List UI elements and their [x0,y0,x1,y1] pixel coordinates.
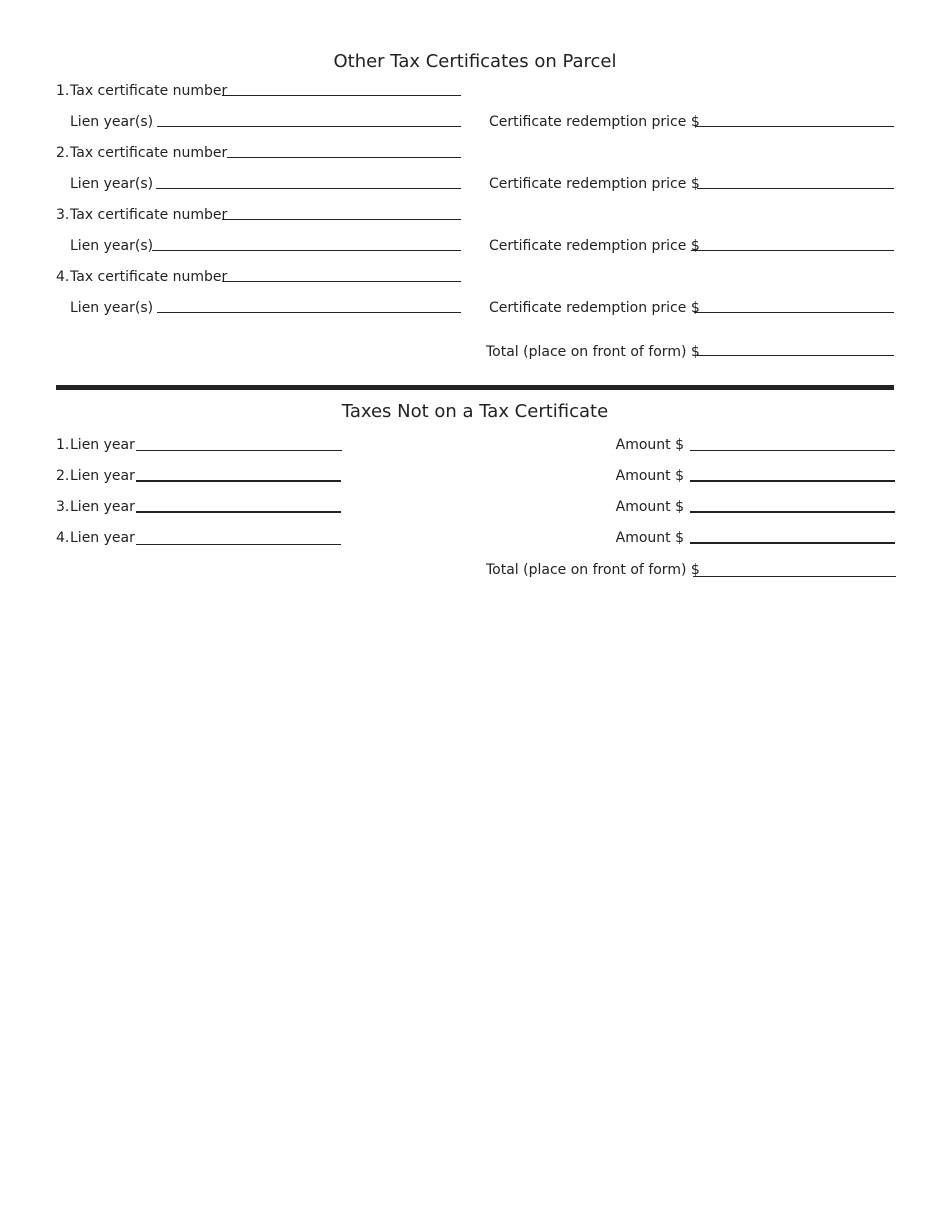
cert-1-number-field[interactable] [222,95,461,96]
cert-2-price-label: Certificate redemption price $ [489,176,700,192]
cert-2-number: 2. [56,145,70,161]
cert-2-lien-field[interactable] [156,188,461,189]
lien-1-amount-label: Amount $ [615,437,684,453]
section1-total-label: Total (place on front of form) $ [486,344,700,360]
section2-total-label: Total (place on front of form) $ [486,562,700,578]
lien-4-number: 4. [56,530,70,546]
cert-1-price-field[interactable] [695,126,894,127]
lien-3-amount-field[interactable] [690,511,895,513]
lien-2-number: 2. [56,468,70,484]
cert-1-number: 1. [56,83,70,99]
lien-2-year-field[interactable] [136,480,341,482]
cert-1-price-label: Certificate redemption price $ [489,114,700,130]
lien-1-number: 1. [56,437,70,453]
section2-total-field[interactable] [693,576,896,577]
lien-3-number: 3. [56,499,70,515]
cert-3-number-field[interactable] [222,219,461,220]
lien-4-label: Lien year [70,530,135,546]
cert-4-lien-label: Lien year(s) [70,300,154,316]
cert-4-number-field[interactable] [222,281,461,282]
cert-4-number: 4. [56,269,70,285]
lien-2-label: Lien year [70,468,135,484]
cert-2-label: Tax certificate number [70,145,228,161]
lien-4-amount-label: Amount $ [615,530,684,546]
cert-3-price-field[interactable] [691,250,894,251]
lien-2-amount-field[interactable] [690,480,895,482]
cert-2-number-field[interactable] [227,157,461,158]
cert-2-price-field[interactable] [697,188,894,189]
cert-4-lien-field[interactable] [157,312,461,313]
cert-1-label: Tax certificate number [70,83,228,99]
cert-4-price-label: Certificate redemption price $ [489,300,700,316]
section-title-taxes-not-on-certificate: Taxes Not on a Tax Certificate [341,401,609,422]
lien-2-amount-label: Amount $ [615,468,684,484]
cert-3-lien-field[interactable] [152,250,461,251]
lien-4-year-field[interactable] [136,544,341,545]
cert-3-lien-label: Lien year(s) [70,238,154,254]
cert-2-lien-label: Lien year(s) [70,176,154,192]
lien-3-label: Lien year [70,499,135,515]
cert-3-label: Tax certificate number [70,207,228,223]
lien-1-year-field[interactable] [136,450,342,451]
section1-total-field[interactable] [697,355,894,356]
cert-4-price-field[interactable] [694,312,894,313]
cert-1-lien-field[interactable] [157,126,461,127]
cert-3-number: 3. [56,207,70,223]
lien-1-amount-field[interactable] [690,450,895,451]
cert-4-label: Tax certificate number [70,269,228,285]
section-title-other-tax-certificates: Other Tax Certificates on Parcel [333,51,617,72]
lien-3-amount-label: Amount $ [615,499,684,515]
cert-1-lien-label: Lien year(s) [70,114,154,130]
lien-4-amount-field[interactable] [690,542,895,544]
cert-3-price-label: Certificate redemption price $ [489,238,700,254]
lien-3-year-field[interactable] [136,511,341,513]
section-divider [56,385,894,390]
lien-1-label: Lien year [70,437,135,453]
